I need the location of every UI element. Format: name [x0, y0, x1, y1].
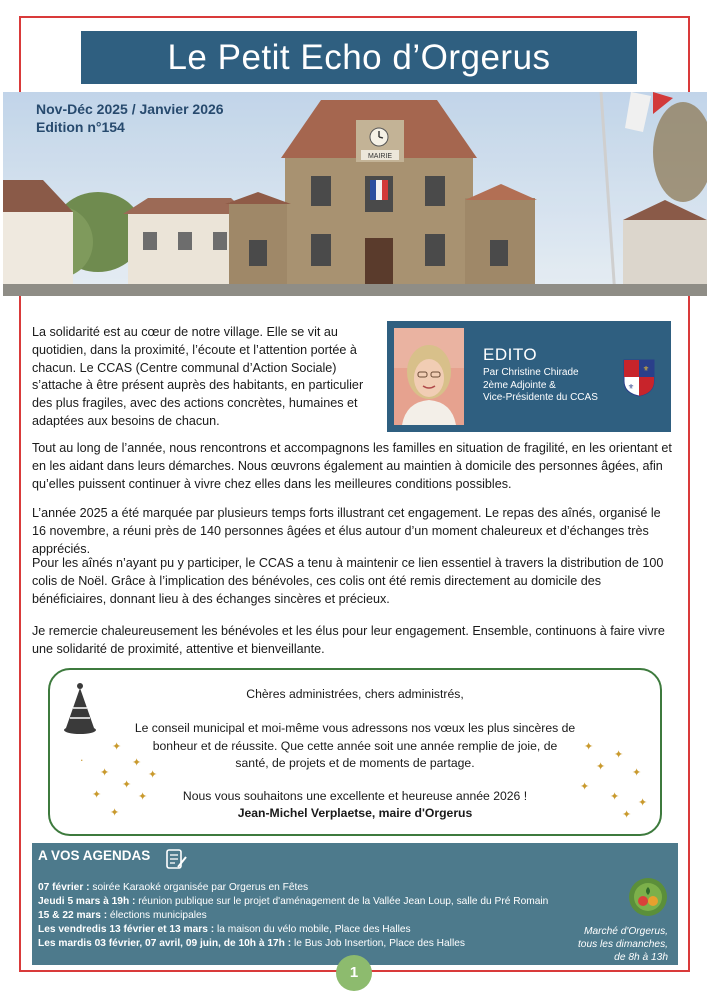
- svg-text:✦: ✦: [132, 756, 142, 769]
- agenda-list: [38, 881, 548, 951]
- intro-paragraph: La solidarité est au cœur de notre village. Elle se vit au quotidien, dans la proximité, l’écoute et l’attention portée à chacun. Le CCAS (Centre communal d’Action Sociale) s’attache à être présent auprès des habitants, en particulier des plus fragiles, avec des actions concrètes, humaines et adaptées aux besoins de chacun.: [32, 325, 364, 428]
- svg-text:✦: ✦: [92, 788, 102, 801]
- wishes-line-4: Nous vous souhaitons une excellente et heureuse année 2026 !: [182, 789, 528, 803]
- issue-dates: Nov-Déc 2025 / Janvier 2026: [36, 101, 224, 117]
- market-line-3: de 8h à 13h: [614, 952, 668, 964]
- building-sign: MAIRIE: [367, 153, 393, 160]
- wishes-line-2: bonheur et de réussite. Que cette année soit une année remplie de joie, de: [152, 739, 558, 753]
- svg-text:✦: ✦: [100, 766, 110, 779]
- body-paragraph-2: L’année 2025 a été marquée par plusieurs temps forts illustrant cet engagement. Le repas des aînés, organisé le 16 novembre, a réuni près de 140 personnes âgées et élus autour d’un moment chaleureux et d’échanges très appréciés.: [32, 506, 661, 556]
- edito-box: [387, 321, 671, 432]
- town-crest-icon: [623, 359, 655, 397]
- notepad-pen-icon: [164, 847, 188, 871]
- svg-text:✦: ✦: [610, 790, 620, 803]
- svg-text:✦: ✦: [596, 760, 606, 773]
- author-photo: [394, 328, 464, 425]
- market-line-1: Marché d'Orgerus,: [583, 926, 668, 937]
- wishes-greeting: Chères administrées, chers administrés,: [246, 687, 464, 701]
- edito-title: EDITO: [483, 345, 538, 364]
- agenda-box: [32, 843, 678, 965]
- edito-role-1: 2ème Adjointe &: [483, 379, 556, 391]
- svg-text:✦: ✦: [110, 806, 120, 819]
- page-number: 1: [336, 955, 372, 991]
- svg-text:✦: ✦: [138, 790, 148, 803]
- svg-text:⚜: ⚜: [627, 383, 635, 391]
- edition-number: Edition n°154: [36, 119, 125, 135]
- newsletter-title: Le Petit Echo d’Orgerus: [81, 31, 637, 84]
- agenda-item: 07 février : soirée Karaoké organisée par Orgerus en Fêtes: [38, 882, 309, 893]
- svg-text:✦: ✦: [638, 796, 648, 809]
- svg-text:✦: ✦: [580, 780, 590, 793]
- agenda-item: Les mardis 03 février, 07 avril, 09 juin, de 10h à 17h : le Bus Job Insertion, Place des Halles: [38, 937, 465, 949]
- agenda-item: Les vendredis 13 février et 13 mars : la maison du vélo mobile, Place des Halles: [38, 923, 411, 935]
- edito-author: Par Christine Chirade: [483, 367, 579, 378]
- body-paragraph-4: Je remercie chaleureusement les bénévoles et les élus pour leur engagement. Ensemble, continuons à faire vivre une solidarité de proximité, attentive et bienveillante.: [32, 624, 665, 656]
- svg-text:✦: ✦: [112, 740, 122, 753]
- issue-info: [36, 100, 224, 136]
- svg-text:✦: ✦: [584, 740, 594, 753]
- wishes-line-1: Le conseil municipal et moi-même vous adressons nos vœux les plus sincères de: [134, 721, 576, 735]
- agenda-item: Jeudi 5 mars à 19h : réunion publique sur le projet d'aménagement de la Vallée Jean Loup, salle du Pré Romain: [38, 895, 549, 907]
- edito-author-block: [483, 367, 598, 405]
- body-paragraph-1: Tout au long de l’année, nous rencontrons et accompagnons les familles en situation de fragilité, en les orientant et en les aidant dans leurs démarches. Nous œuvrons également au maintien à domicile des personnes âgées, afin qu’elles puissent continuer à vivre chez elles dans les meilleures conditions possibles.: [32, 441, 672, 491]
- svg-text:✦: ✦: [614, 748, 624, 761]
- svg-text:✦: ✦: [622, 808, 632, 821]
- svg-text:·: ·: [80, 754, 84, 767]
- wishes-line-3: santé, de projets et de moments de partage.: [235, 756, 475, 770]
- body-paragraph-3: Pour les aînés n’ayant pu y participer, le CCAS a tenu à maintenir ce lien essentiel à travers la distribution de 100 colis de Noël. Grâce à l’implication des bénévoles, ces colis ont été remis directement au domicile des bénéficiaires, donnant lieu à des échanges sincères et précieux.: [32, 556, 664, 606]
- market-info: [578, 925, 668, 965]
- new-year-wishes-box: [48, 668, 662, 836]
- mayor-signature: Jean-Michel Verplaetse, maire d'Orgerus: [237, 806, 473, 820]
- agenda-item: 15 & 22 mars : élections municipales: [38, 909, 207, 921]
- svg-text:⚜: ⚜: [642, 365, 650, 373]
- market-logo-icon: [628, 877, 668, 917]
- agenda-title: A VOS AGENDAS: [38, 848, 151, 863]
- market-line-2: tous les dimanches,: [577, 939, 668, 951]
- edito-role-2: Vice-Présidente du CCAS: [483, 392, 598, 404]
- hero-photo: [3, 92, 707, 296]
- svg-text:✦: ✦: [122, 778, 132, 791]
- svg-text:✦: ✦: [148, 768, 158, 781]
- svg-text:✦: ✦: [632, 766, 642, 779]
